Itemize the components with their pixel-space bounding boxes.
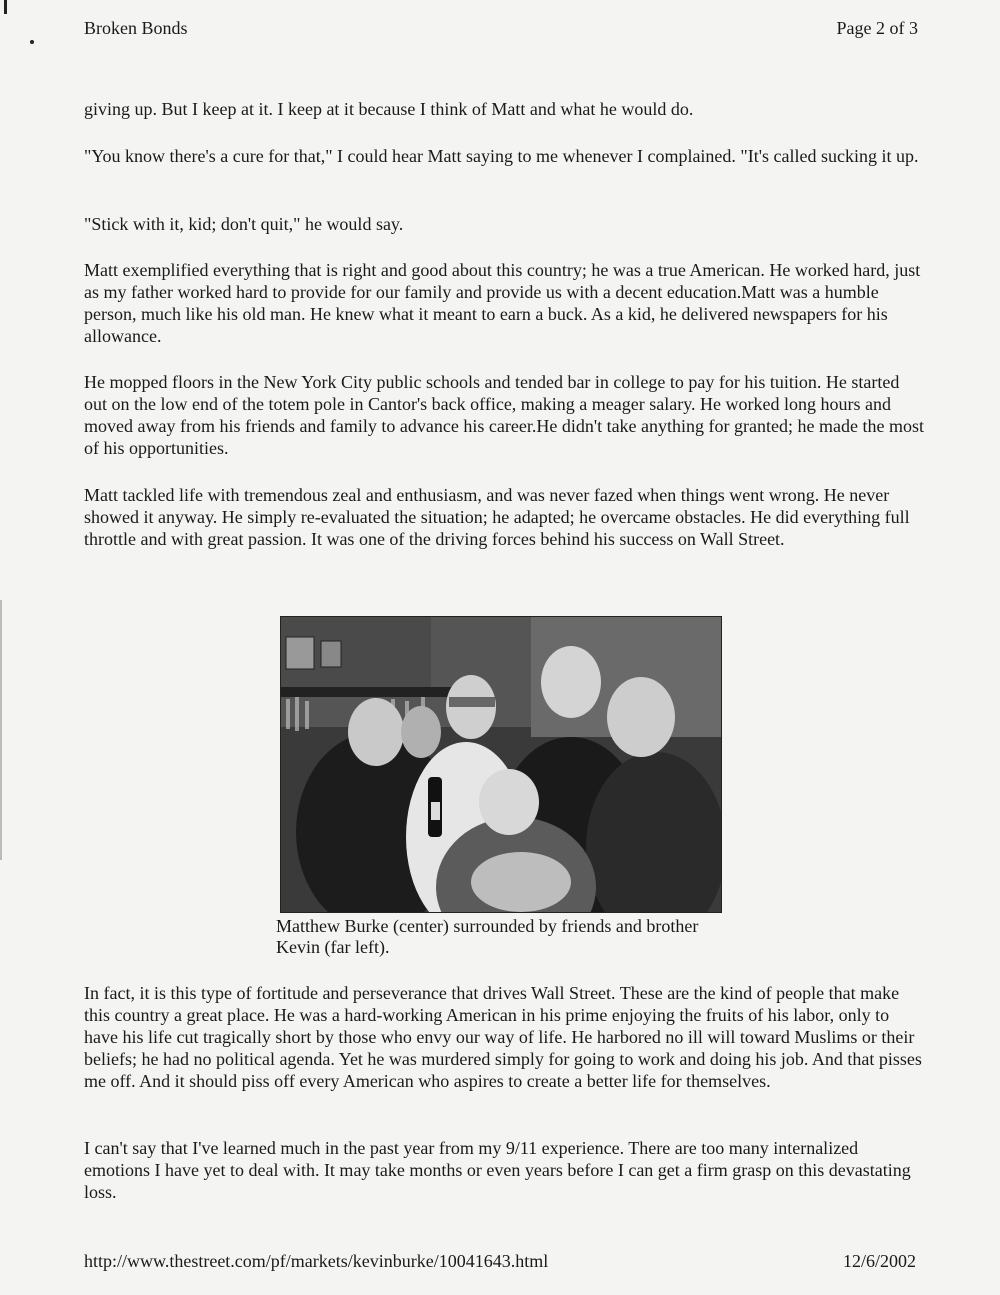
group-photo <box>280 616 722 913</box>
scan-mark <box>4 0 7 14</box>
paragraph-7: In fact, it is this type of fortitude and perseverance that drives Wall Street. These are the kind of people that make this country a great place. He was a hard-working American in his prime enjoying the fruits of his labor, only to have his life cut tragically short by those who envy our way of life. He harbored no ill will toward Muslims or their beliefs; he had no political agenda. Yet he was murdered simply for going to work and doing his job. And that pisses me off. And it should piss off every American who aspires to create a better life for themselves. <box>84 983 922 1091</box>
footer-date: 12/6/2002 <box>842 1251 916 1271</box>
photo-caption: Matthew Burke (center) surrounded by friends and brother Kevin (far left). <box>276 916 699 957</box>
paragraph-2: "You know there's a cure for that," I could hear Matt saying to me whenever I complained. "It's called sucking it up. <box>84 146 919 166</box>
paragraph-6: Matt tackled life with tremendous zeal and enthusiasm, and was never fazed when things went wrong. He never showed it anyway. He simply re-evaluated the situation; he adapted; he overcame obstacles. He did everything full throttle and with great passion. It was one of the driving forces behind his success on Wall Street. <box>84 485 910 549</box>
paragraph-1: giving up. But I keep at it. I keep at it because I think of Matt and what he would do. <box>84 99 694 119</box>
group-photo-image <box>281 617 721 912</box>
scan-dot <box>30 40 34 44</box>
footer-url: http://www.thestreet.com/pf/markets/kevinburke/10041643.html <box>84 1251 549 1271</box>
paragraph-5: He mopped floors in the New York City public schools and tended bar in college to pay for his tuition. He started out on the low end of the totem pole in Cantor's back office, making a meager salary. He worked long hours and moved away from his friends and family to advance his career.He didn't take anything for granted; he made the most of his opportunities. <box>84 372 924 458</box>
paragraph-4: Matt exemplified everything that is right and good about this country; he was a true American. He worked hard, just as my father worked hard to provide for our family and provide us with a decent education.Matt was a humble person, much like his old man. He knew what it meant to earn a buck. As a kid, he delivered newspapers for his allowance. <box>84 260 921 346</box>
paragraph-8: I can't say that I've learned much in the past year from my 9/11 experience. There are too many internalized emotions I have yet to deal with. It may take months or even years before I can get a firm grasp on this devastating loss. <box>84 1138 911 1202</box>
scan-edge-shadow <box>0 600 2 860</box>
paragraph-3: "Stick with it, kid; don't quit," he would say. <box>84 214 404 234</box>
header-title: Broken Bonds <box>84 18 188 38</box>
header-page-indicator: Page 2 of 3 <box>836 18 918 38</box>
